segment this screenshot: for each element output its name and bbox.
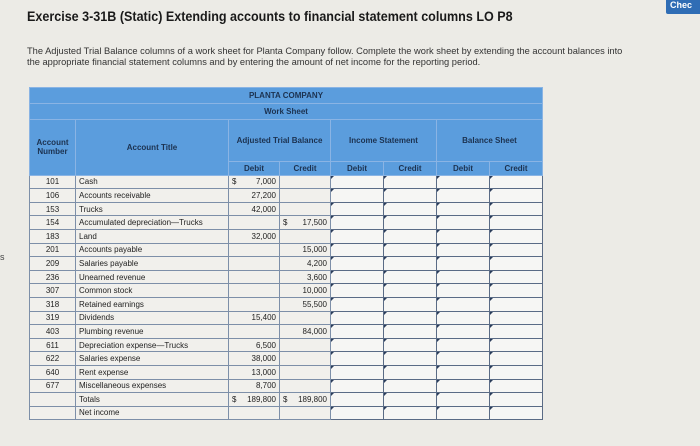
account-number-value: 307 [45,286,60,296]
bs-debit-input[interactable] [437,325,490,339]
table-row [30,338,543,352]
table-row [30,284,543,298]
is-debit-input[interactable] [331,325,384,339]
atb-credit [280,189,331,203]
is-debit-input[interactable] [331,175,384,189]
is-credit-input[interactable] [384,202,437,216]
account-title [76,189,229,203]
bs-debit-input[interactable] [437,338,490,352]
atb-credit [280,202,331,216]
atb-credit [280,175,331,189]
is-credit-input[interactable] [384,175,437,189]
is-credit-header: Credit [384,162,437,176]
account-title [76,352,229,366]
bs-credit-input[interactable] [490,325,543,339]
account-title [76,257,229,271]
bs-credit-input[interactable] [490,393,543,407]
bs-debit-input[interactable] [437,189,490,203]
account-number [30,379,76,393]
is-credit-input[interactable] [384,352,437,366]
table-row [30,243,543,257]
bs-credit-input[interactable] [490,297,543,311]
atb-credit [280,270,331,284]
atb-credit [280,284,331,298]
bs-credit-input[interactable] [490,311,543,325]
is-debit-input[interactable] [331,202,384,216]
is-credit-input[interactable] [384,270,437,284]
dollar-sign: $ [283,218,288,228]
atb-debit [229,393,280,407]
account-number [30,365,76,379]
is-debit-input[interactable] [331,365,384,379]
is-debit-header: Debit [331,162,384,176]
atb-credit [280,325,331,339]
account-number-value: 611 [46,340,59,350]
bs-credit-input[interactable] [490,257,543,271]
account-title-value: Miscellaneous expenses [79,381,167,391]
account-title-value: Totals [79,394,100,404]
account-number [30,229,76,243]
is-debit-input[interactable] [331,297,384,311]
is-debit-input[interactable] [331,406,384,420]
table-row [30,325,543,339]
account-number [30,175,76,189]
account-number [30,325,76,339]
is-debit-input[interactable] [331,338,384,352]
atb-debit [229,365,280,379]
account-number-value: 677 [45,381,60,391]
atb-credit-value: 3,600 [306,272,327,282]
account-title [76,216,229,230]
account-number-value: 622 [45,354,60,364]
is-credit-input[interactable] [384,393,437,407]
account-title [76,175,229,189]
is-credit-input[interactable] [384,297,437,311]
bs-debit-input[interactable] [437,365,490,379]
atb-credit-value: 55,500 [302,299,327,309]
is-debit-input[interactable] [331,311,384,325]
account-title-value: Common stock [79,286,133,296]
check-my-work-button[interactable]: Chec [666,0,700,14]
account-title-value: Net income [79,408,120,418]
is-credit-input[interactable] [384,189,437,203]
account-number-value: 236 [45,272,60,282]
account-number-value: 154 [45,218,60,228]
account-title-value: Accumulated depreciation—Trucks [79,218,203,228]
account-number [30,297,76,311]
atb-credit-value: 10,000 [302,286,327,296]
table-row [30,189,543,203]
atb-credit [280,297,331,311]
table-row [30,175,543,189]
bs-debit-input[interactable] [437,406,490,420]
atb-debit [229,175,280,189]
is-debit-input[interactable] [331,216,384,230]
is-credit-input[interactable] [384,284,437,298]
table-row [30,229,543,243]
account-title [76,311,229,325]
atb-debit-value: 15,400 [251,313,276,323]
dollar-sign: $ [283,394,288,404]
account-title [76,202,229,216]
table-row [30,406,543,420]
account-title [76,338,229,352]
atb-debit [229,189,280,203]
account-title-value: Retained earnings [79,299,144,309]
is-debit-input[interactable] [331,189,384,203]
account-number [30,352,76,366]
atb-debit [229,338,280,352]
account-title-value: Land [79,231,97,241]
is-credit-input[interactable] [384,338,437,352]
atb-debit [229,379,280,393]
atb-debit [229,297,280,311]
is-credit-input[interactable] [384,311,437,325]
account-title-value: Dividends [79,313,115,323]
table-row [30,202,543,216]
account-number [30,270,76,284]
income-statement-header: Income Statement [331,120,437,162]
atb-credit [280,216,331,230]
dollar-sign: $ [232,394,237,404]
bs-credit-header: Credit [490,162,543,176]
account-number [30,311,76,325]
atb-debit-value: 189,800 [247,394,276,404]
atb-credit-value: 84,000 [302,326,327,336]
account-number [30,284,76,298]
bs-credit-input[interactable] [490,284,543,298]
table-row [30,270,543,284]
atb-credit-value: 17,500 [302,218,327,228]
is-debit-input[interactable] [331,270,384,284]
atb-credit [280,352,331,366]
account-title-value: Cash [79,177,98,187]
atb-debit-value: 7,000 [255,177,276,187]
bs-debit-input[interactable] [437,257,490,271]
bs-credit-input[interactable] [490,202,543,216]
bs-debit-input[interactable] [437,229,490,243]
is-credit-input[interactable] [384,379,437,393]
work-sheet-table [29,87,543,420]
atb-credit [280,229,331,243]
is-credit-input[interactable] [384,216,437,230]
table-row [30,393,543,407]
atb-debit [229,202,280,216]
atb-credit [280,365,331,379]
atb-debit-value: 42,000 [251,204,276,214]
account-number-value: 640 [45,367,60,377]
account-title [76,243,229,257]
atb-debit [229,352,280,366]
bs-debit-input[interactable] [437,379,490,393]
instructions: The Adjusted Trial Balance columns of a work sheet for Planta Company follow. Complete the work sheet by extending the account balances into the appropriate financial statement columns and by entering the amount of net income for the reporting period. [27,46,623,67]
atb-debit [229,216,280,230]
account-number-value: 183 [45,231,60,241]
atb-credit [280,257,331,271]
atb-credit-value: 189,800 [298,394,327,404]
atb-debit-value: 27,200 [251,190,276,200]
bs-debit-input[interactable] [437,284,490,298]
atb-debit [229,284,280,298]
is-debit-input[interactable] [331,243,384,257]
is-credit-input[interactable] [384,325,437,339]
account-number-value: 209 [45,258,60,268]
bs-debit-input[interactable] [437,311,490,325]
account-title-value: Depreciation expense—Trucks [79,340,189,350]
account-title [76,406,229,420]
account-number [30,338,76,352]
is-debit-input[interactable] [331,352,384,366]
atb-credit-value: 4,200 [306,258,327,268]
is-credit-input[interactable] [384,229,437,243]
bs-debit-input[interactable] [437,270,490,284]
bs-credit-input[interactable] [490,338,543,352]
account-title-value: Salaries expense [79,354,141,364]
table-row [30,379,543,393]
table-row [30,257,543,271]
table-row [30,311,543,325]
bs-debit-input[interactable] [437,243,490,257]
table-row [30,216,543,230]
atb-debit [229,243,280,257]
bs-debit-input[interactable] [437,202,490,216]
account-number-value: 101 [45,177,60,187]
account-number-value: 106 [45,190,60,200]
bs-credit-input[interactable] [490,175,543,189]
account-title [76,270,229,284]
bs-credit-input[interactable] [490,379,543,393]
account-title [76,379,229,393]
bs-credit-input[interactable] [490,243,543,257]
atb-debit-value: 6,500 [255,340,276,350]
bs-debit-input[interactable] [437,297,490,311]
atb-credit-value: 15,000 [302,245,327,255]
bs-debit-input[interactable] [437,352,490,366]
account-title-value: Salaries payable [79,258,139,268]
atb-debit-header: Debit [229,162,280,176]
account-number [30,202,76,216]
bs-credit-input[interactable] [490,229,543,243]
bs-debit-header: Debit [437,162,490,176]
is-debit-input[interactable] [331,229,384,243]
account-number-value: 201 [45,245,60,255]
account-title-value: Plumbing revenue [79,326,144,336]
side-label: s [0,252,5,262]
account-number [30,189,76,203]
bs-credit-input[interactable] [490,189,543,203]
account-title [76,393,229,407]
atb-credit [280,243,331,257]
account-number [30,216,76,230]
account-title [76,229,229,243]
atb-debit-value: 13,000 [251,367,276,377]
account-title-value: Trucks [79,204,103,214]
atb-debit [229,257,280,271]
sheet-subtitle: Work Sheet [30,104,543,120]
atb-credit-header: Credit [280,162,331,176]
is-credit-input[interactable] [384,243,437,257]
bs-credit-input[interactable] [490,406,543,420]
bs-credit-input[interactable] [490,270,543,284]
atb-debit [229,270,280,284]
exercise-title: Exercise 3-31B (Static) Extending accounts to financial statement columns LO P8 [27,9,513,24]
account-number-value: 318 [45,299,60,309]
is-debit-input[interactable] [331,284,384,298]
atb-debit-value: 8,700 [255,381,276,391]
account-number-header: Account Number [30,120,76,176]
account-title [76,365,229,379]
account-number-value: 153 [45,204,60,214]
atb-credit [280,379,331,393]
dollar-sign: $ [232,177,237,187]
account-title [76,325,229,339]
account-number [30,243,76,257]
atb-debit-value: 32,000 [251,231,276,241]
bs-credit-input[interactable] [490,216,543,230]
bs-credit-input[interactable] [490,352,543,366]
account-number-value: 403 [45,326,60,336]
account-title [76,297,229,311]
is-credit-input[interactable] [384,257,437,271]
balance-sheet-header: Balance Sheet [437,120,543,162]
table-row [30,297,543,311]
atb-debit [229,311,280,325]
atb-credit [280,311,331,325]
account-title-value: Rent expense [79,367,129,377]
atb-header: Adjusted Trial Balance [229,120,331,162]
atb-debit-value: 38,000 [251,354,276,364]
account-title-value: Accounts receivable [79,190,151,200]
table-row [30,352,543,366]
table-row [30,365,543,379]
bs-debit-input[interactable] [437,216,490,230]
is-debit-input[interactable] [331,379,384,393]
atb-credit [280,393,331,407]
bs-debit-input[interactable] [437,175,490,189]
account-number [30,393,76,407]
is-credit-input[interactable] [384,406,437,420]
atb-debit [229,325,280,339]
account-number [30,257,76,271]
account-number-value: 319 [45,313,60,323]
account-title-header: Account Title [76,120,229,176]
account-title [76,284,229,298]
atb-debit [229,406,280,420]
account-number [30,406,76,420]
bs-credit-input[interactable] [490,365,543,379]
company-name: PLANTA COMPANY [30,88,543,104]
atb-debit [229,229,280,243]
atb-credit [280,406,331,420]
account-title-value: Unearned revenue [79,272,146,282]
atb-credit [280,338,331,352]
account-title-value: Accounts payable [79,245,143,255]
is-debit-input[interactable] [331,257,384,271]
is-debit-input[interactable] [331,393,384,407]
bs-debit-input[interactable] [437,393,490,407]
is-credit-input[interactable] [384,365,437,379]
